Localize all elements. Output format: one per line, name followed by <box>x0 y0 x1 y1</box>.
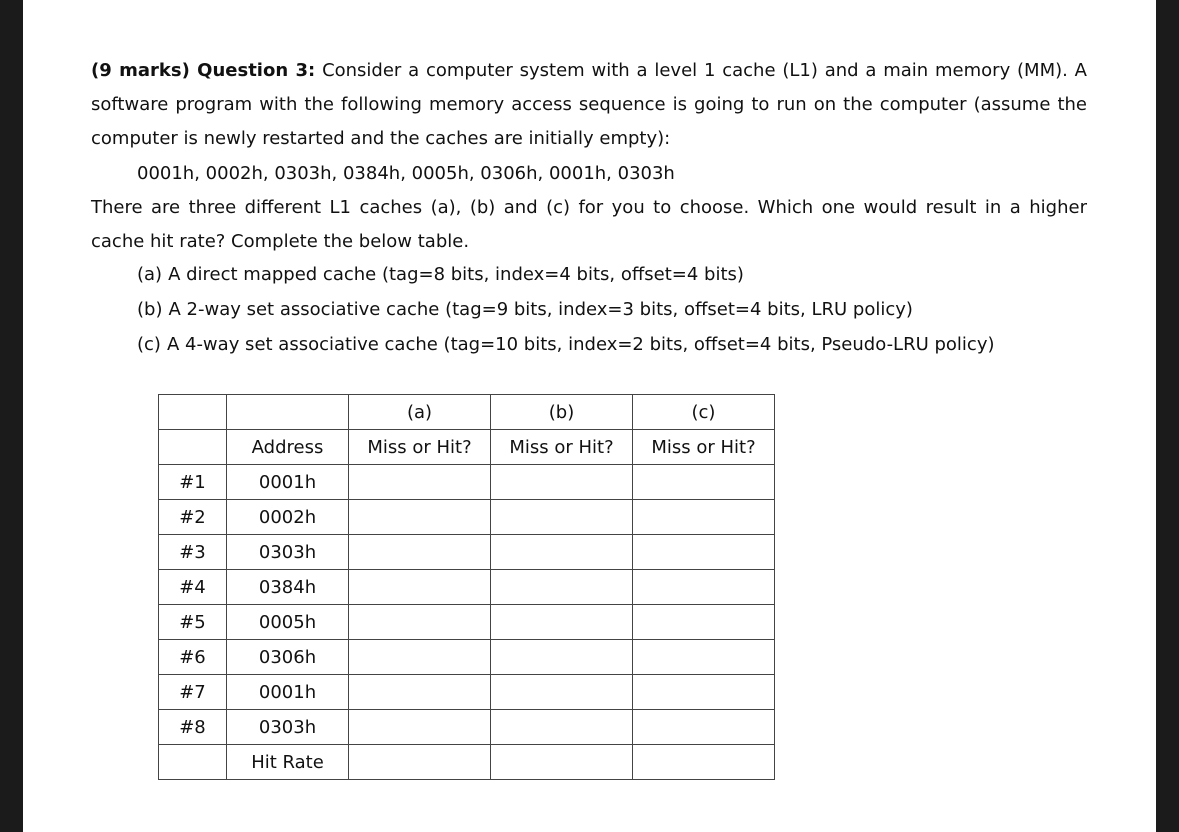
table-row <box>159 500 775 535</box>
option-c-text: A 4-way set associative cache (tag=10 bits, index=2 bits, offset=4 bits, Pseudo-LRU policy) <box>166 334 995 355</box>
hit-rate-row <box>159 745 775 780</box>
intro-text: Consider a computer system with a level 1 cache (L1) and a main memory (MM). A software program with the following memory access sequence is going to run on the computer (assume the computer is newly restarted and the caches are initially empty): <box>91 60 1087 149</box>
access-sequence: 0001h, 0002h, 0303h, 0384h, 0005h, 0306h, 0001h, 0303h <box>137 163 675 184</box>
table-row <box>159 675 775 710</box>
option-a-text: A direct mapped cache (tag=8 bits, index=4 bits, offset=4 bits) <box>168 264 744 285</box>
table-header-row-groups <box>159 395 775 430</box>
row-number: #6 <box>159 640 227 675</box>
answer-cell-a[interactable] <box>349 500 491 535</box>
answer-cell-b[interactable] <box>491 500 633 535</box>
question-intro <box>91 54 1087 156</box>
answer-cell-a[interactable] <box>349 465 491 500</box>
row-number: #1 <box>159 465 227 500</box>
row-address: 0303h <box>227 535 349 570</box>
answer-cell-a[interactable] <box>349 535 491 570</box>
answer-cell-a[interactable] <box>349 570 491 605</box>
answer-cell-c[interactable] <box>633 500 775 535</box>
marks-label: (9 marks) Question 3: <box>91 60 316 81</box>
answer-table <box>158 394 775 780</box>
option-b-letter: (b) <box>137 299 163 320</box>
miss-or-hit-header-c: Miss or Hit? <box>633 430 775 465</box>
answer-cell-a[interactable] <box>349 675 491 710</box>
row-number: #2 <box>159 500 227 535</box>
answer-cell-b[interactable] <box>491 675 633 710</box>
table-row <box>159 535 775 570</box>
table-row <box>159 570 775 605</box>
table-row <box>159 605 775 640</box>
row-address: 0005h <box>227 605 349 640</box>
answer-cell-a[interactable] <box>349 605 491 640</box>
row-address: 0001h <box>227 675 349 710</box>
answer-cell-c[interactable] <box>633 640 775 675</box>
answer-cell-b[interactable] <box>491 535 633 570</box>
header-empty-cell <box>159 430 227 465</box>
table-header-row-labels <box>159 430 775 465</box>
table-row <box>159 640 775 675</box>
answer-cell-a[interactable] <box>349 710 491 745</box>
answer-cell-b[interactable] <box>491 640 633 675</box>
answer-cell-b[interactable] <box>491 710 633 745</box>
miss-or-hit-header-a: Miss or Hit? <box>349 430 491 465</box>
answer-cell-c[interactable] <box>633 605 775 640</box>
header-empty-cell <box>227 395 349 430</box>
header-c: (c) <box>633 395 775 430</box>
option-c-letter: (c) <box>137 334 161 355</box>
row-address: 0384h <box>227 570 349 605</box>
option-a-letter: (a) <box>137 264 163 285</box>
answer-cell-c[interactable] <box>633 535 775 570</box>
answer-cell-c[interactable] <box>633 675 775 710</box>
hit-rate-label: Hit Rate <box>227 745 349 780</box>
option-b <box>137 293 913 327</box>
answer-cell-c[interactable] <box>633 570 775 605</box>
address-header: Address <box>227 430 349 465</box>
row-address: 0001h <box>227 465 349 500</box>
row-number: #7 <box>159 675 227 710</box>
option-b-text: A 2-way set associative cache (tag=9 bits, index=3 bits, offset=4 bits, LRU policy) <box>168 299 913 320</box>
miss-or-hit-header-b: Miss or Hit? <box>491 430 633 465</box>
header-a: (a) <box>349 395 491 430</box>
row-number: #4 <box>159 570 227 605</box>
header-empty-cell <box>159 395 227 430</box>
answer-cell-c[interactable] <box>633 710 775 745</box>
row-number: #3 <box>159 535 227 570</box>
row-number: #8 <box>159 710 227 745</box>
table-row <box>159 465 775 500</box>
hit-rate-cell-a[interactable] <box>349 745 491 780</box>
answer-cell-b[interactable] <box>491 570 633 605</box>
hit-rate-cell-b[interactable] <box>491 745 633 780</box>
hit-rate-empty-cell <box>159 745 227 780</box>
answer-cell-b[interactable] <box>491 465 633 500</box>
hit-rate-cell-c[interactable] <box>633 745 775 780</box>
answer-cell-b[interactable] <box>491 605 633 640</box>
row-address: 0002h <box>227 500 349 535</box>
option-c <box>137 328 995 362</box>
row-address: 0303h <box>227 710 349 745</box>
row-address: 0306h <box>227 640 349 675</box>
answer-cell-c[interactable] <box>633 465 775 500</box>
table-row <box>159 710 775 745</box>
header-b: (b) <box>491 395 633 430</box>
document-page <box>23 0 1156 832</box>
option-a <box>137 258 744 292</box>
question-prompt: There are three different L1 caches (a), (b) and (c) for you to choose. Which one would result in a higher cache hit rate? Complete the below table. <box>91 197 1087 252</box>
row-number: #5 <box>159 605 227 640</box>
answer-cell-a[interactable] <box>349 640 491 675</box>
